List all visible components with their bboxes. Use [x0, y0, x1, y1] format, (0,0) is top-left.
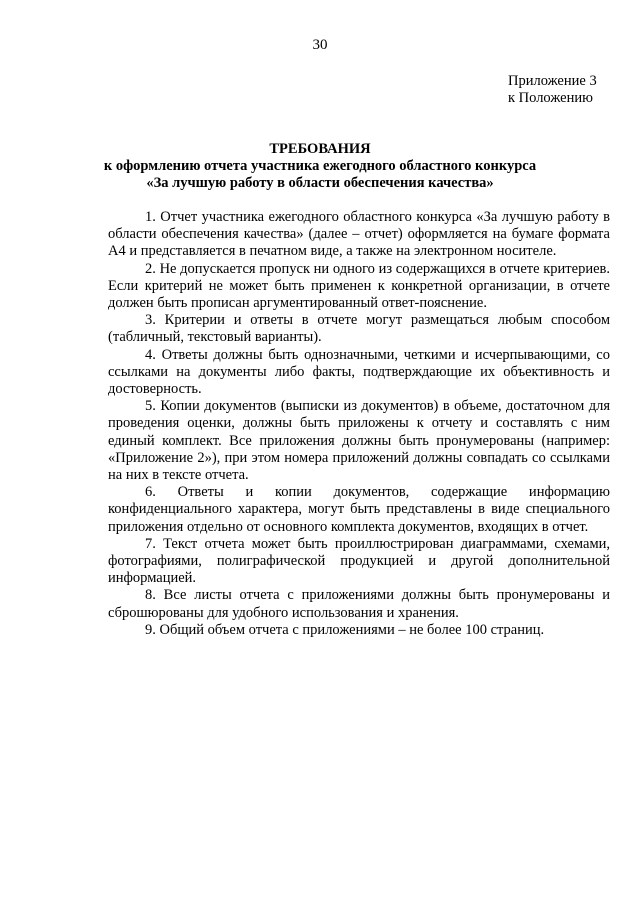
requirements-list: [108, 209, 610, 639]
appendix-regulation: к Положению: [508, 90, 593, 106]
appendix-label: Приложение 3: [508, 73, 597, 89]
requirement-paragraph-6: 6. Ответы и копии документов, содержащие информацию конфиденциального характера, могут быть представлены в виде специального приложения отдельно от основного комплекта документов, входящих в отчет.: [108, 484, 610, 535]
requirement-paragraph-5: 5. Копии документов (выписки из документов) в объеме, достаточном для проведения оценки, должны быть приложены к отчету и составлять с ним единый комплект. Все приложения должны быть пронумерованы (например: «Приложение 2»), при этом номера приложений должны совпадать со ссылками на них в тексте отчета.: [108, 398, 610, 484]
requirement-paragraph-2: 2. Не допускается пропуск ни одного из содержащихся в отчете критериев. Если критерий не может быть применен к конкретной организации, в отчете должен быть прописан аргументированный ответ-пояснение.: [108, 260, 610, 312]
page-number: 30: [312, 37, 328, 53]
document-title: [40, 141, 600, 192]
requirement-paragraph-7: 7. Текст отчета может быть проиллюстрирован диаграммами, схемами, фотографиями, полиграфической продукцией и другой дополнительной информацией.: [108, 535, 610, 587]
requirement-paragraph-1: 1. Отчет участника ежегодного областного конкурса «За лучшую работу в области обеспечения качества» (далее – отчет) оформляется на бумаге формата А4 и представляется в печатном виде, а также на электронном носителе.: [108, 209, 610, 260]
requirement-paragraph-8: 8. Все листы отчета с приложениями должны быть пронумерованы и сброшюрованы для удобного использования и хранения.: [108, 587, 610, 621]
title-heading: ТРЕБОВАНИЯ: [269, 141, 371, 157]
requirement-paragraph-4: 4. Ответы должны быть однозначными, четкими и исчерпывающими, со ссылками на документы либо факты, подтверждающие их объективность и достоверность.: [108, 346, 610, 398]
title-contest-name: «За лучшую работу в области обеспечения качества»: [146, 175, 494, 191]
requirement-paragraph-9: 9. Общий объем отчета с приложениями – не более 100 страниц.: [145, 621, 545, 638]
appendix-reference: [508, 73, 618, 107]
title-subtitle: к оформлению отчета участника ежегодного областного конкурса: [103, 158, 537, 174]
requirement-paragraph-3: 3. Критерии и ответы в отчете могут размещаться любым способом (табличный, текстовый варианты).: [108, 312, 610, 346]
